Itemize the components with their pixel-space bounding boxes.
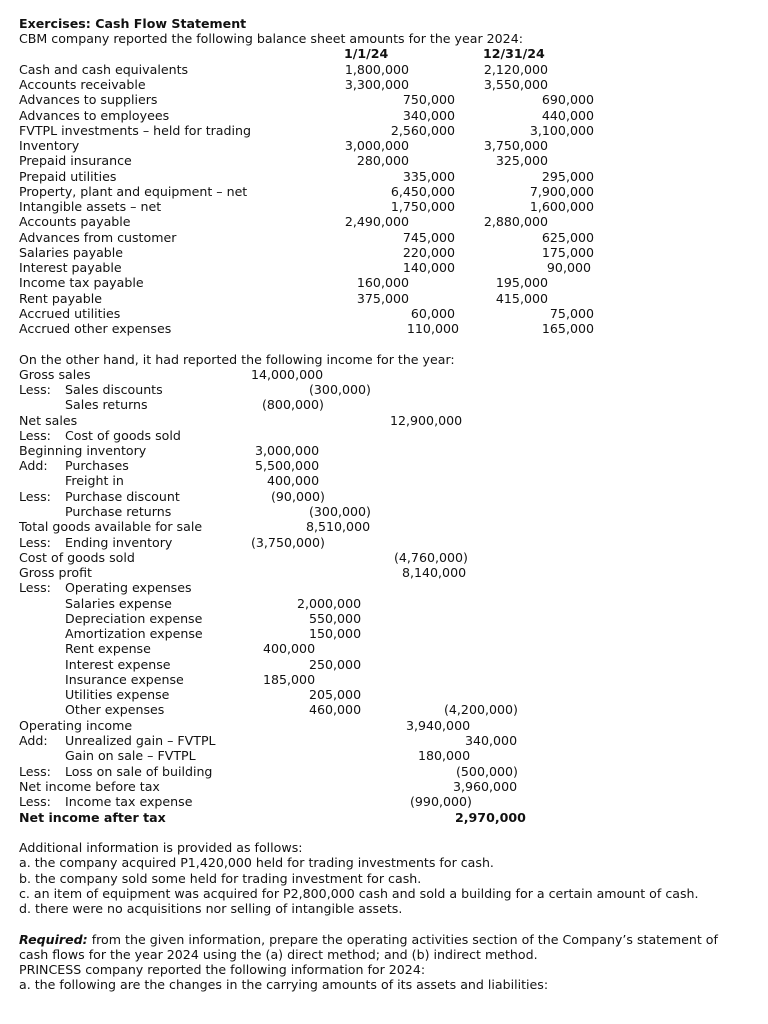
bs-row-end-value: 625,000 [541,230,594,245]
less-label: Less: [19,382,51,397]
bs-row-end-value: 75,000 [549,306,594,321]
goods-available-value: 8,510,000 [306,519,371,534]
bs-row-end-value: 2,120,000 [483,62,548,77]
freight-in-label: Freight in [65,473,124,488]
required-text: from the given information, prepare the operating activities section of the Company’s statement of [87,932,718,947]
bs-row-end-value: 7,900,000 [529,184,594,199]
salaries-expense-value: 2,000,000 [297,596,362,611]
unrealized-gain-label: Unrealized gain – FVTPL [65,733,216,748]
cost-of-goods-sold-value: (4,760,000) [394,550,468,565]
bs-row-start-value: 745,000 [402,230,455,245]
princess-item-a: a. the following are the changes in the carrying amounts of its assets and liabilities: [19,977,549,992]
income-intro: On the other hand, it had reported the following income for the year: [19,352,455,367]
bs-row-start-value: 3,300,000 [344,77,409,92]
purchases-label: Purchases [65,458,129,473]
purchase-discount-value: (90,000) [271,489,325,504]
net-income-after-tax-label: Net income after tax [19,810,166,825]
bs-row-start-value: 335,000 [402,169,455,184]
income-tax-value: (990,000) [410,794,472,809]
gross-sales-label: Gross sales [19,367,91,382]
less-label: Less: [19,764,51,779]
insurance-expense-label: Insurance expense [65,672,184,687]
add-label: Add: [19,733,48,748]
additional-item: c. an item of equipment was acquired for P2,800,000 cash and sold a building for a certain amount of cash. [19,886,699,901]
bs-row-start-value: 60,000 [410,306,455,321]
income-tax-label: Income tax expense [65,794,193,809]
utilities-expense-value: 205,000 [309,687,362,702]
depreciation-expense-label: Depreciation expense [65,611,203,626]
purchase-returns-value: (300,000) [309,504,371,519]
gain-on-sale-label: Gain on sale – FVTPL [65,748,196,763]
page-title: Exercises: Cash Flow Statement [19,16,247,31]
bs-row-start-value: 110,000 [406,321,459,336]
sales-returns-value: (800,000) [262,397,324,412]
other-expenses-value: 460,000 [309,702,362,717]
less-label: Less: [19,535,51,550]
bs-row-start-value: 3,000,000 [344,138,409,153]
gross-profit-label: Gross profit [19,565,92,580]
additional-item: b. the company sold some held for trading investment for cash. [19,871,422,886]
amortization-expense-value: 150,000 [309,626,362,641]
additional-heading: Additional information is provided as follows: [19,840,303,855]
bs-row-end-value: 175,000 [541,245,594,260]
bs-row-start-value: 1,750,000 [390,199,455,214]
bs-row-end-value: 325,000 [495,153,548,168]
bs-row-end-value: 440,000 [541,108,594,123]
net-sales-label: Net sales [19,413,78,428]
depreciation-expense-value: 550,000 [309,611,362,626]
bs-row-start-value: 375,000 [356,291,409,306]
gain-on-sale-value: 180,000 [418,748,471,763]
bs-row-start-value: 280,000 [356,153,409,168]
bs-row-end-value: 165,000 [541,321,594,336]
intro-text: CBM company reported the following balance sheet amounts for the year 2024: [19,31,523,46]
additional-item: a. the company acquired P1,420,000 held for trading investments for cash. [19,855,494,870]
less-label: Less: [19,794,51,809]
sales-discounts-value: (300,000) [309,382,371,397]
required-text-continued: cash flows for the year 2024 using the (a) direct method; and (b) indirect method. [19,947,538,962]
net-income-after-tax-value: 2,970,000 [455,810,526,825]
bs-row-end-value: 3,750,000 [483,138,548,153]
bs-row-end-value: 415,000 [495,291,548,306]
required-label: Required: [19,932,88,947]
princess-intro: PRINCESS company reported the following information for 2024: [19,962,426,977]
bs-row-label: Intangible assets – net [19,199,162,214]
unrealized-gain-value: 340,000 [465,733,518,748]
net-sales-value: 12,900,000 [390,413,463,428]
rent-expense-value: 400,000 [263,641,316,656]
amortization-expense-label: Amortization expense [65,626,203,641]
bs-row-start-value: 160,000 [356,275,409,290]
less-label: Less: [19,428,51,443]
gross-profit-value: 8,140,000 [402,565,467,580]
rent-expense-label: Rent expense [65,641,151,656]
bs-header-end: 12/31/24 [483,46,545,61]
bs-row-label: Advances to suppliers [19,92,158,107]
other-expenses-label: Other expenses [65,702,165,717]
bs-row-label: Interest payable [19,260,122,275]
salaries-expense-label: Salaries expense [65,596,172,611]
bs-row-label: Rent payable [19,291,102,306]
additional-item: d. there were no acquisitions nor selling of intangible assets. [19,901,403,916]
freight-in-value: 400,000 [267,473,320,488]
bs-row-label: Cash and cash equivalents [19,62,189,77]
bs-row-start-value: 750,000 [402,92,455,107]
purchase-discount-label: Purchase discount [65,489,180,504]
gross-sales-value: 14,000,000 [251,367,324,382]
bs-row-label: Accrued utilities [19,306,121,321]
bs-row-start-value: 1,800,000 [344,62,409,77]
bs-row-start-value: 6,450,000 [390,184,455,199]
utilities-expense-label: Utilities expense [65,687,170,702]
cost-of-goods-sold-label: Cost of goods sold [19,550,135,565]
beginning-inventory-label: Beginning inventory [19,443,147,458]
bs-row-label: Accounts payable [19,214,131,229]
bs-row-label: Property, plant and equipment – net [19,184,248,199]
sales-discounts-label: Sales discounts [65,382,163,397]
purchases-value: 5,500,000 [255,458,320,473]
ending-inventory-value: (3,750,000) [251,535,325,550]
add-label: Add: [19,458,48,473]
operating-income-label: Operating income [19,718,133,733]
bs-row-label: Prepaid utilities [19,169,117,184]
net-income-before-tax-label: Net income before tax [19,779,160,794]
loss-on-sale-label: Loss on sale of building [65,764,213,779]
interest-expense-label: Interest expense [65,657,171,672]
bs-row-start-value: 2,490,000 [344,214,409,229]
less-label: Less: [19,580,51,595]
bs-row-label: Inventory [19,138,80,153]
bs-row-end-value: 1,600,000 [529,199,594,214]
bs-row-label: FVTPL investments – held for trading [19,123,251,138]
interest-expense-value: 250,000 [309,657,362,672]
opex-heading: Operating expenses [65,580,192,595]
less-label: Less: [19,489,51,504]
net-income-before-tax-value: 3,960,000 [453,779,518,794]
bs-row-label: Accounts receivable [19,77,146,92]
bs-row-end-value: 3,100,000 [529,123,594,138]
cogs-heading: Cost of goods sold [65,428,181,443]
beginning-inventory-value: 3,000,000 [255,443,320,458]
bs-row-label: Income tax payable [19,275,144,290]
bs-row-label: Advances to employees [19,108,170,123]
bs-row-label: Prepaid insurance [19,153,132,168]
bs-row-end-value: 2,880,000 [483,214,548,229]
bs-row-end-value: 690,000 [541,92,594,107]
required-paragraph [19,932,718,947]
bs-row-start-value: 340,000 [402,108,455,123]
bs-row-end-value: 90,000 [546,260,591,275]
purchase-returns-label: Purchase returns [65,504,172,519]
bs-header-start: 1/1/24 [344,46,389,61]
operating-income-value: 3,940,000 [406,718,471,733]
total-opex-value: (4,200,000) [444,702,518,717]
bs-row-label: Salaries payable [19,245,124,260]
loss-on-sale-value: (500,000) [456,764,518,779]
bs-row-end-value: 295,000 [541,169,594,184]
bs-row-end-value: 195,000 [495,275,548,290]
insurance-expense-value: 185,000 [263,672,316,687]
bs-row-start-value: 140,000 [402,260,455,275]
bs-row-start-value: 220,000 [402,245,455,260]
bs-row-label: Advances from customer [19,230,177,245]
bs-row-end-value: 3,550,000 [483,77,548,92]
bs-row-start-value: 2,560,000 [390,123,455,138]
goods-available-label: Total goods available for sale [19,519,203,534]
sales-returns-label: Sales returns [65,397,148,412]
bs-row-label: Accrued other expenses [19,321,172,336]
ending-inventory-label: Ending inventory [65,535,173,550]
